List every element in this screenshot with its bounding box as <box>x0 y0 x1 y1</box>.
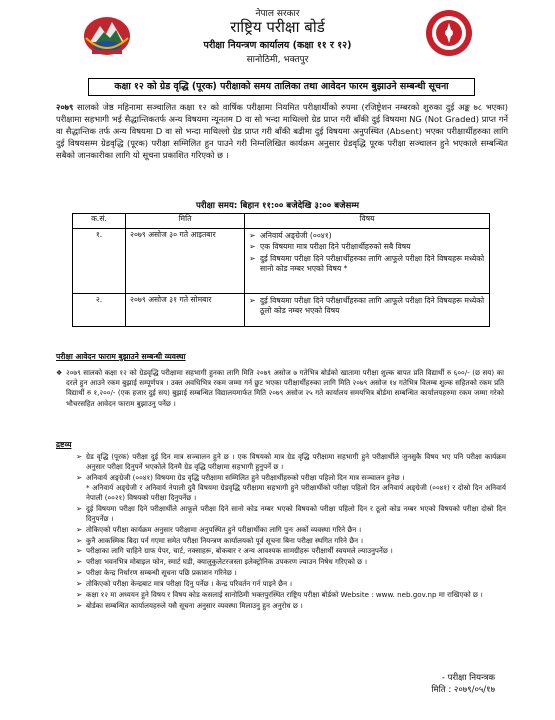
list-item: ➢ परीक्षा केन्द्र निर्धारण सम्बन्धी सूचना पछि प्रकाशन गरिनेछ । <box>76 568 237 578</box>
subject-item: ➢ अनिवार्य अङ्ग्रेजी (००४१) <box>249 231 332 240</box>
list-item: ➢ परीक्षाका लागि चाहिने ग्राफ पेपर, चार्ट, नक्साहरू, बोकबार र अन्य आवश्यक सामग्रीहरू परीक्षार्थी स्वयमले ल्याउनुपर्नेछ । <box>76 546 393 556</box>
row-serial: २. <box>73 294 126 327</box>
notice-title: कक्षा १२ को ग्रेड वृद्धि (पूरक) परीक्षाको समय तालिका तथा आवेदन फारम बुझाउने सम्बन्धी सूचना <box>88 78 475 96</box>
intro-year: २०७९ <box>56 102 74 112</box>
list-item: ➢ तोकिएको परीक्षा कार्यक्रम अनुसार परीक्षामा अनुपस्थित हुने परीक्षार्थीका लागि पुनः अर्को व्यवस्था गरिने छैन । <box>76 524 362 534</box>
arrow-bullet-icon: ➢ <box>76 472 83 482</box>
list-item: ➢ तोकिएको परीक्षा केन्द्रबाट मात्र परीक्षा दिनु पर्नेछ । केन्द्र परिवर्तन गर्न पाइने छैन । <box>76 579 293 589</box>
arrow-bullet-icon: ➢ <box>249 231 256 240</box>
arrow-bullet-icon: ➢ <box>76 535 83 545</box>
arrow-bullet-icon: ➢ <box>76 524 83 534</box>
application-paragraph <box>56 368 504 409</box>
subject-item: ➢ दुई विषयमा परीक्षा दिने परीक्षार्थीहरुका लागि आफूले परीक्षा दिने विषयहरू मध्येको सानो कोड नम्बर भएको विषय * <box>249 253 485 274</box>
subject-item: ➢ एक विषयमा मात्र परीक्षा दिने परीक्षार्थीहरुको सबै विषय <box>249 242 411 252</box>
header-date: मिति <box>126 214 245 229</box>
neb-seal-icon <box>424 8 474 58</box>
exam-time: परीक्षा समय: बिहान ११:०० बजेदेखि ३:०० बजेसम्म <box>195 201 360 211</box>
row-subjects <box>245 294 490 327</box>
header-subject: विषय <box>245 214 490 229</box>
arrow-bullet-icon: ➢ <box>76 504 83 514</box>
arrow-bullet-icon: ➢ <box>76 452 83 461</box>
schedule-table <box>72 213 490 327</box>
signature-block <box>431 672 495 696</box>
row-subjects <box>245 229 490 294</box>
list-item: ➢ कक्षा १२ मा अध्ययन हुने विषय र विषय कोड कसलाई सानोठिमी भक्तपुरस्थित राष्ट्रिय परीक्षा बोर्डको Website : www. neb.gov.np मा राखिएको छ । <box>76 590 483 600</box>
table-row <box>73 229 490 294</box>
notes-list <box>76 452 506 612</box>
row-serial: १. <box>73 229 126 294</box>
list-item: ➢ बोर्डका सम्बन्धित कार्यालयहरुले यसै सूचना अनुसार व्यवस्था मिलाउनु हुन अनुरोध छ । <box>76 600 303 610</box>
notes-heading: द्रष्टव्य <box>56 440 72 449</box>
list-item: ➢ दुई विषयमा परीक्षा दिने परीक्षार्थीले आफूले परीक्षा दिने सानो कोड नम्बर भएको विषयको परीक्षा पहिलो दिन र ठूलो कोड नम्बर भएको विषयको परीक्षा दोस्रो दिन दिनुपर्नेछ । <box>76 504 506 523</box>
header-board: राष्ट्रिय परीक्षा बोर्ड <box>230 18 325 36</box>
list-item: * अनिवार्य अङ्ग्रेजी र अनिवार्य नेपाली दुवै विषयमा ग्रेडवृद्धि परीक्षामा सहभागी हुने परीक्षार्थीको परीक्षा पहिलो दिन अनिवार्य अङ्ग्रेजी (००४१) र दोस्रो दिन अनिवार्य नेपाली (००२१) विषयको परीक्षा दिनुपर्नेछ । <box>86 483 506 503</box>
subject-item: ➢ दुई विषयमा परीक्षा दिने परीक्षार्थीहरुका लागि आफूले परीक्षा दिने विषयहरू मध्येको ठूलो कोड नम्बर भएको विषय <box>249 296 485 316</box>
application-text: २०७९ सालको कक्षा १२ को ग्रेडवृद्धि परीक्षामा सहभागी हुनका लागि मिति २०७९ असोज ७ गतेभित्र बोर्डको खातामा परीक्षा शुल्क बापत प्रति विद्यार्थी रु ६००/- (छ सय) का दरले हुन आउने रकम बुझाई सम्पूर्णपत्र । उक्त अवधिभित्र रकम जम्मा गर्न छुट भएका परीक्षार्थीहरुका लागि मिति २०७९ असोज १४ गतेभित्र विलम्ब शुल्क सहितको रकम प्रति विद्यार्थी रु १,२००/- (एक हजार दुई सय) बुझाई सम्बन्धित विद्यालयमार्फत मिति २०७९ असोज २५ गते कार्यालय समयभित्र बोर्डमा सम्बन्धित कार्यालयहरुमा रकम जम्मा गरेको भौचरसहित आवेदन फाराम बुझाउनु पर्नेछ । <box>66 368 504 408</box>
list-item: ➢ परीक्षा भवनभित्र मोबाइल फोन, स्मार्ट घडी, क्यालुकुलेटरजस्ता इलेक्ट्रोनिक उपकरण ल्याउन निषेध गरिएको छ । <box>76 557 368 567</box>
arrow-bullet-icon: ➢ <box>76 579 83 589</box>
row-date: २०७९ असोज ३० गते आइतबार <box>126 229 245 294</box>
header-office: परीक्षा नियन्त्रण कार्यालय (कक्षा ११ र १२) <box>203 40 352 51</box>
signature-name: - परीक्षा नियन्त्रक <box>441 673 495 683</box>
arrow-bullet-icon: ➢ <box>76 600 83 610</box>
intro-text: सालको जेष्ठ महिनामा सञ्चालित कक्षा १२ को वार्षिक परीक्षामा नियमित परीक्षार्थीको रुपमा (रजिष्ट्रेशन नम्बरको शुरुका दुई अङ्क ७८ भएका) परीक्षामा सहभागी भई सैद्धान्तिकतर्फ अन्य विषयमा न्यूनतम D वा सो भन्दा माथिल्लो ग्रेड प्राप्त गरी बाँकी दुई विषयमा NG (Not Graded) प्राप्त गर्ने वा सैद्धान्तिक तर्फ अन्य विषयमा D वा सो भन्दा माथिल्लो ग्रेड प्राप्त गरी बाँकी बढीमा दुई विषयमा अनुपस्थित (Absent) भएका परीक्षार्थीहरुका लागि दुई विषयसम्म ग्रेडवृद्धि (पूरक) परीक्षा सम्मिलित हुन पाउने गरी निम्नलिखित कार्यक्रम अनुसार ग्रेडवृद्धि पूरक परीक्षा सञ्चालन हुने भएकाले सम्बन्धित सबैको जानकारीका लागि यो सूचना प्रकाशित गरिएको छ । <box>56 102 508 161</box>
diamond-bullet-icon: ❖ <box>56 369 63 377</box>
table-row <box>73 294 490 327</box>
list-item: ➢ कुनै आकस्मिक बिदा पर्न गएमा समेत परीक्षा नियन्त्रण कार्यालयको पूर्व सूचना बिना परीक्षा स्थगित गरिने छैन । <box>76 535 364 545</box>
signature-date: मिति : २०७९/०५/१७ <box>431 685 495 695</box>
arrow-bullet-icon: ➢ <box>249 242 256 252</box>
list-item: ➢ ग्रेड वृद्धि (पूरक) परीक्षा दुई दिन मात्र सञ्चालन हुने छ । एक विषयको मात्र ग्रेड वृद्धि परीक्षामा सहभागी हुने परीक्षार्थीले जुनसुकै विषय भए पनि परीक्षा कार्यक्रम अनुसार परीक्षा दिनुपर्ने भएकोले दिनमै ग्रेड वृद्धि परीक्षामा सहभागी हुनुपर्ने छ । <box>76 452 506 471</box>
arrow-bullet-icon: ➢ <box>249 296 256 305</box>
application-heading: परीक्षा आवेदन फाराम बुझाउने सम्बन्धी व्यवस्था <box>56 352 186 361</box>
header-government: नेपाल सरकार <box>255 9 300 19</box>
arrow-bullet-icon: ➢ <box>76 546 83 556</box>
intro-paragraph <box>56 101 508 161</box>
arrow-bullet-icon: ➢ <box>76 557 83 567</box>
list-item: ➢ अनिवार्य अङ्ग्रेजी (००४१) विषयमा ग्रेड वृद्धि परीक्षामा सम्मिलित हुने परीक्षार्थीहरुको परीक्षा पहिलो दिन मात्र सञ्चालन हुनेछ । <box>76 472 405 482</box>
arrow-bullet-icon: ➢ <box>249 253 256 263</box>
header-address: सानोठिमी, भक्तपुर <box>246 55 309 65</box>
row-date: २०७९ असोज ३१ गते सोमबार <box>126 294 245 327</box>
schedule-header-row <box>73 214 490 229</box>
header-serial: क.सं. <box>73 214 126 229</box>
arrow-bullet-icon: ➢ <box>76 568 83 578</box>
arrow-bullet-icon: ➢ <box>76 590 83 600</box>
